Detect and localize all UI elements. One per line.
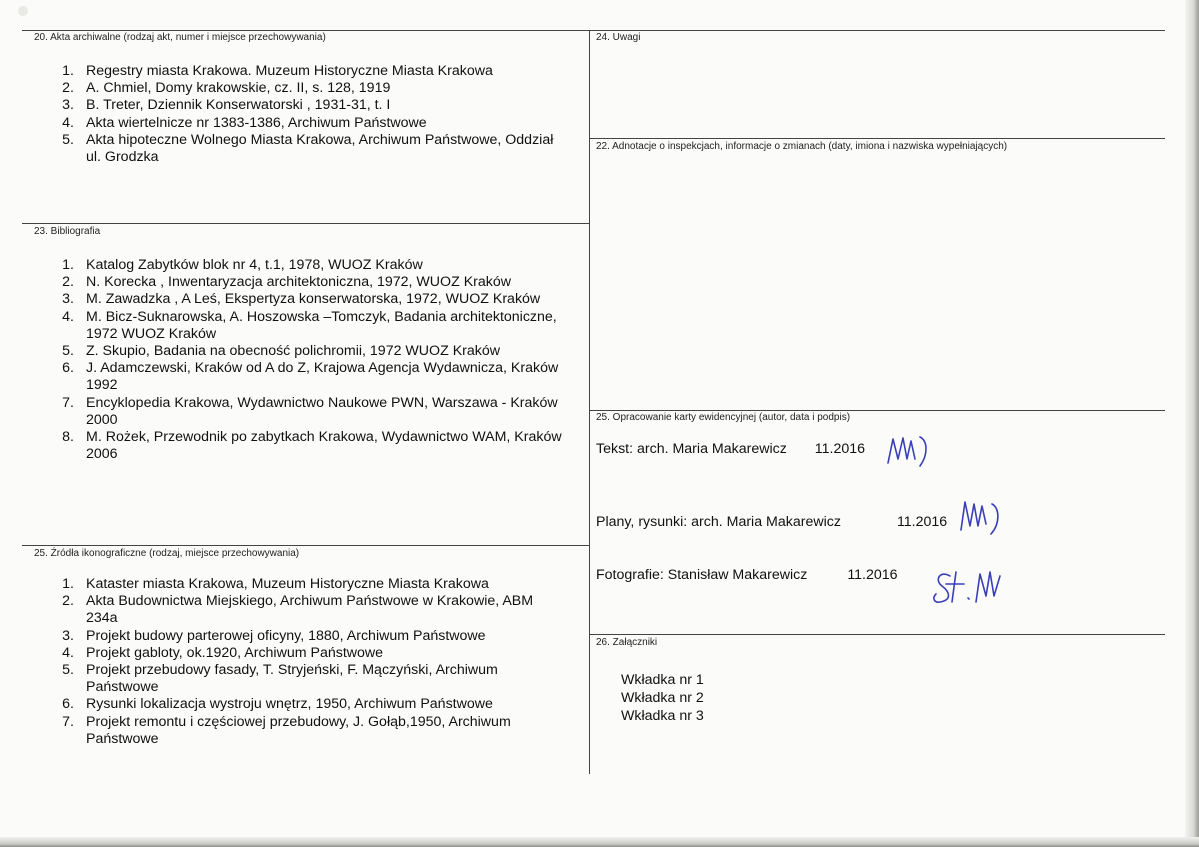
list-item-number: 3. [62,97,74,114]
list-item-number: 2. [62,593,74,610]
list-item-text: Katalog Zabytków blok nr 4, t.1, 1978, WUOZ Kraków [86,257,423,273]
list-item-text: Encyklopedia Krakowa, Wydawnictwo Naukowe PWN, Warszawa - Kraków 2000 [86,394,558,428]
list-item [48,97,568,114]
list-item-text: Projekt budowy parterowej oficyny, 1880, Archiwum Państwowe [86,627,486,644]
list-item-number: 5. [62,662,74,679]
list-item-text: Rysunki lokalizacja wystroju wnętrz, 1950, Archiwum Państwowe [86,696,493,713]
plans-author: Plany, rysunki: arch. Maria Makarewicz [596,514,841,530]
signature-mm-text [884,433,934,469]
section-20-list [48,63,568,166]
plans-date: 11.2016 [896,514,948,530]
list-item [48,395,563,429]
section-26-label: 26. Załączniki [596,637,658,648]
list-item-text: Akta Budownictwa Miejskiego, Archiwum Państwowe w Krakowie, ABM 234a [86,593,534,627]
list-item [48,63,568,80]
list-item-number: 3. [62,291,74,308]
attachment-item: Wkładka nr 2 [621,690,704,706]
list-item-number: 2. [62,80,74,97]
list-item-number: 3. [62,627,74,644]
text-date: 11.2016 [814,441,866,457]
list-item-text: M. Rożek, Przewodnik po zabytkach Krakowa, Wydawnictwo WAM, Kraków 2006 [86,429,562,463]
list-item-number: 2. [62,274,74,291]
list-item-number: 4. [62,644,74,661]
attachment-item: Wkładka nr 1 [621,672,704,688]
list-item-text: Kataster miasta Krakowa, Muzeum Historyczne Miasta Krakowa [86,576,489,592]
list-item [48,628,568,645]
list-item [48,291,563,308]
list-item-number: 4. [62,114,74,131]
plans-author-row [596,514,947,530]
list-item [48,696,568,713]
list-item [48,714,568,748]
rule-23-25 [22,545,589,546]
list-item [48,309,563,343]
list-item-text: Akta hipoteczne Wolnego Miasta Krakowa, Archiwum Państwowe, Oddział ul. Grodzka [86,131,554,166]
list-item-number: 1. [62,576,74,592]
list-item-text: A. Chmiel, Domy krakowskie, cz. II, s. 128, 1919 [86,80,391,97]
list-item-number: 4. [62,308,74,325]
section-25a-list [48,576,568,748]
list-item [48,429,563,463]
list-item [48,80,568,97]
list-item [48,662,568,696]
signature-st-m-photo [930,562,1006,608]
rule-25-26 [589,634,1165,635]
list-item [48,257,563,274]
text-author-row [596,441,865,457]
rule-20-23 [22,223,589,224]
list-item-text: B. Treter, Dziennik Konserwatorski , 1931-31, t. I [86,97,391,114]
section-23-label: 23. Bibliografia [34,226,101,237]
signature-mm-plans [958,498,1006,538]
section-25b-label: 25. Opracowanie karty ewidencyjnej (autor, data i podpis) [596,412,851,423]
list-item-text: Regestry miasta Krakowa. Muzeum Historyczne Miasta Krakowa [86,63,493,79]
column-divider [589,30,590,774]
section-25a-label: 25. Źródła ikonograficzne (rodzaj, miejsce przechowywania) [34,548,300,559]
scan-edge-right [1185,0,1199,847]
section-23-list [48,257,563,463]
list-item-number: 7. [62,713,74,730]
list-item-number: 5. [62,131,74,148]
list-item-number: 8. [62,429,74,446]
rule-24-22 [589,138,1165,139]
list-item-number: 1. [62,257,74,273]
section-24-label: 24. Uwagi [596,32,641,43]
list-item-number: 7. [62,394,74,411]
top-rule [22,30,1165,31]
list-item [48,360,563,394]
list-item [48,576,568,593]
list-item-text: N. Korecka , Inwentaryzacja architektoniczna, 1972, WUOZ Kraków [86,274,512,291]
list-item [48,132,568,166]
attachment-item: Wkładka nr 3 [621,708,704,724]
list-item-text: J. Adamczewski, Kraków od A do Z, Krajowa Agencja Wydawnicza, Kraków 1992 [86,360,559,394]
photo-date: 11.2016 [847,567,898,583]
photo-author-row [596,567,898,583]
list-item [48,645,568,662]
list-item-text: Projekt gabloty, ok.1920, Archiwum Państwowe [86,644,384,661]
section-22-label: 22. Adnotacje o inspekcjach, informacje o zmianach (daty, imiona i nazwiska wypełniających) [596,141,1008,152]
list-item-number: 5. [62,343,74,360]
scan-edge-bottom [0,837,1199,847]
list-item [48,593,568,627]
section-20-label: 20. Akta archiwalne (rodzaj akt, numer i miejsce przechowywania) [34,32,326,43]
photo-author: Fotografie: Stanisław Makarewicz [596,567,808,583]
list-item-text: Projekt przebudowy fasady, T. Stryjeński, F. Mączyński, Archiwum Państwowe [86,662,498,696]
list-item [48,343,563,360]
list-item-number: 6. [62,696,74,713]
list-item-text: M. Zawadzka , A Leś, Ekspertyza konserwatorska, 1972, WUOZ Kraków [86,291,541,308]
list-item-text: Z. Skupio, Badania na obecność polichromii, 1972 WUOZ Kraków [86,343,501,360]
list-item-text: M. Bicz-Suknarowska, A. Hoszowska –Tomczyk, Badania architektoniczne, 1972 WUOZ Kraków [86,308,557,342]
list-item-number: 1. [62,63,74,79]
list-item-text: Akta wiertelnicze nr 1383-1386, Archiwum Państwowe [86,114,427,131]
list-item [48,115,568,132]
list-item-number: 6. [62,360,74,377]
rule-22-25 [589,410,1165,411]
scan-artifact [18,6,28,16]
attachments-list [621,671,704,725]
list-item-text: Projekt remontu i częściowej przebudowy, J. Gołąb,1950, Archiwum Państwowe [86,713,511,747]
list-item [48,274,563,291]
text-author: Tekst: arch. Maria Makarewicz [596,441,787,457]
